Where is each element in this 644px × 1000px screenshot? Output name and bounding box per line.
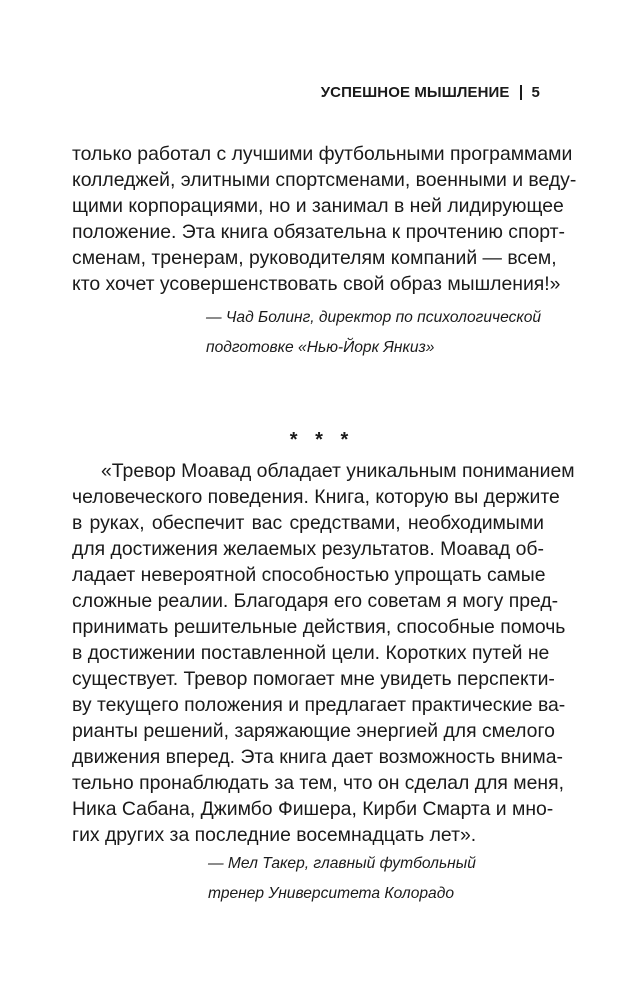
- quote-2-line: существует. Тревор помогает мне увидеть перспекти-: [72, 668, 555, 690]
- attribution-line: — Чад Болинг, директор по психологической: [206, 309, 542, 326]
- running-title: УСПЕШНОЕ МЫШЛЕНИЕ: [320, 84, 510, 101]
- quote-2-line: человеческого поведения. Книга, которую вы держите: [72, 486, 560, 508]
- quote-2-line: тельно пронаблюдать за тем, что он сделал для меня,: [72, 772, 564, 794]
- running-head-separator: [520, 85, 522, 100]
- quote-1-attribution: [206, 305, 541, 361]
- attribution-line: подготовке «Нью-Йорк Янкиз»: [206, 339, 435, 356]
- running-head: [321, 84, 540, 101]
- quote-2-line: сложные реалии. Благодаря его советам я могу пред-: [72, 590, 559, 612]
- page-number: 5: [531, 84, 540, 101]
- quote-1-line: положение. Эта книга обязательна к прочтению спорт-: [72, 221, 565, 243]
- quote-2-line: для достижения желаемых результатов. Моавад об-: [72, 538, 544, 560]
- quote-2-body: [72, 458, 575, 848]
- attribution-line: тренер Университета Колорадо: [208, 885, 455, 902]
- quote-2-line: в руках, обеспечит вас средствами, необходимыми: [72, 512, 544, 534]
- quote-2-attribution: [208, 851, 476, 907]
- quote-2-line: гих других за последние восемнадцать лет».: [72, 824, 477, 846]
- quote-2-line: принимать решительные действия, способные помочь: [72, 616, 566, 638]
- quote-1-line: только работал с лучшими футбольными программами: [72, 143, 573, 165]
- quote-2-line: движения вперед. Эта книга дает возможность внима-: [72, 746, 563, 768]
- quote-2-line: рианты решений, заряжающие энергией для смелого: [72, 720, 555, 742]
- quote-1-line: колледжей, элитными спортсменами, военными и веду-: [72, 169, 577, 191]
- quote-2-line: «Тревор Моавад обладает уникальным пониманием: [101, 460, 575, 482]
- quote-1-line: сменам, тренерам, руководителям компаний — всем,: [72, 247, 557, 269]
- section-separator: * * *: [289, 429, 355, 451]
- attribution-line: — Мел Такер, главный футбольный: [208, 855, 476, 872]
- quote-2-line: Ника Сабана, Джимбо Фишера, Кирби Смарта и мно-: [72, 798, 554, 820]
- quote-2-line: ладает невероятной способностью упрощать самые: [72, 564, 546, 586]
- quote-1-line: щими корпорациями, но и занимал в ней лидирующее: [72, 195, 564, 217]
- quote-1-line: кто хочет усовершенствовать свой образ мышления!»: [72, 273, 561, 295]
- quote-2-line: в достижении поставленной цели. Коротких путей не: [72, 642, 550, 664]
- quote-2-line: ву текущего положения и предлагает практические ва-: [72, 694, 566, 716]
- quote-1-body: [72, 141, 577, 297]
